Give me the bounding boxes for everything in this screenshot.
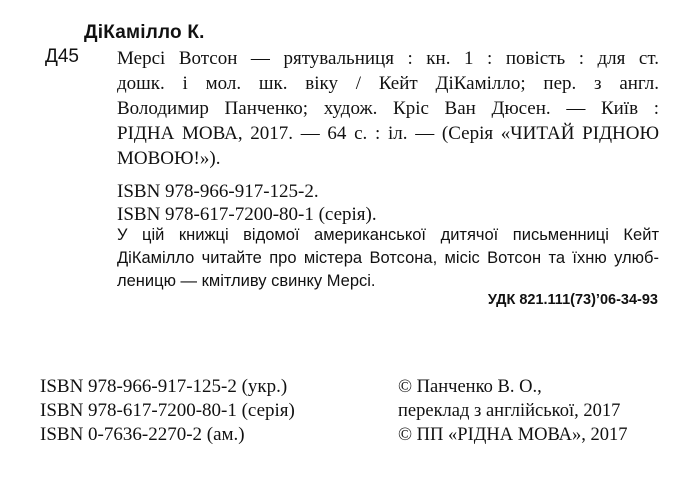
bottom-isbn-line: ISBN 978-966-917-125-2 (укр.) [40,376,288,397]
isbn-block [117,180,377,226]
annotation-line: У цій книжці відомої американської дитячої письменниці Кейт [117,226,659,244]
classification-code: Д45 [45,46,80,67]
copyright-line: © ПП «РІДНА МОВА», 2017 [398,425,628,445]
annotation-line: ДіКамілло читайте про містера Вотсона, місіс Вотсон та їхню улюб- [117,249,659,267]
isbn-line: ISBN 978-617-7200-80-1 (серія). [117,204,377,225]
description-line: Мерсі Вотсон — рятувальниця : кн. 1 : повість : для ст. [117,48,659,69]
copyright-block [398,375,628,447]
bottom-isbn-line: ISBN 0-7636-2270-2 (ам.) [40,424,245,445]
bottom-isbn-block [40,375,295,447]
author-heading: ДіКамілло К. [84,22,205,43]
copyright-line: © Панченко В. О., [398,377,542,397]
annotation-line: леницю — кмітливу свинку Мерсі. [117,272,376,290]
annotation [117,224,659,293]
description-line: МОВОЮ!»). [117,148,221,169]
isbn-line: ISBN 978-966-917-125-2. [117,181,319,202]
udk-code: УДК 821.111(73)’06-34-93 [487,292,658,308]
description-line: Володимир Панченко; худож. Кріс Ван Дюсен. — Київ : [117,98,659,119]
copyright-line: переклад з англійської, 2017 [398,401,621,421]
bottom-isbn-line: ISBN 978-617-7200-80-1 (серія) [40,400,295,421]
description-line: дошк. і мол. шк. віку / Кейт ДіКамілло; пер. з англ. [117,73,659,94]
description-line: РІДНА МОВА, 2017. — 64 с. : іл. — (Серія «ЧИТАЙ РІДНОЮ [117,123,659,144]
bibliographic-description [117,46,659,171]
